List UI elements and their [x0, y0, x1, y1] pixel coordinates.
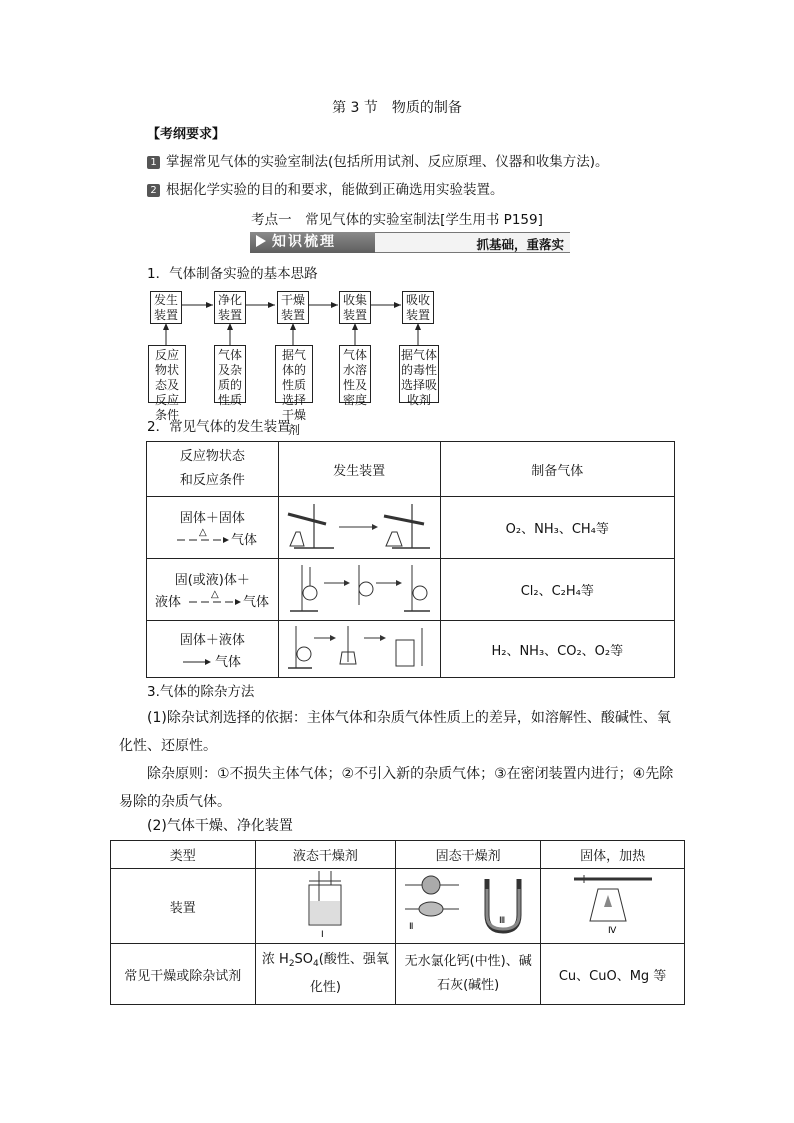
- table-header-cell: 固态干燥剂: [396, 841, 541, 869]
- arrow-icon: [181, 648, 213, 670]
- svg-text:Ⅱ: Ⅱ: [409, 922, 414, 932]
- liquid-heating-apparatus-icon: [284, 561, 434, 615]
- row-label: 常见干燥或除杂试剂: [111, 944, 256, 1005]
- play-arrow-icon: [256, 235, 266, 247]
- apparatus-cell: [278, 497, 440, 559]
- table-header-cell: 液态干燥剂: [255, 841, 396, 869]
- flow-box-generate: 发生装置: [150, 291, 182, 324]
- number-badge: 2: [147, 184, 160, 197]
- reagent-cell: 浓 $H_2SO_4$(酸性、强氧 化性): [255, 944, 396, 1005]
- svg-text:Ⅲ: Ⅲ: [499, 916, 506, 926]
- apparatus-cell: [396, 869, 541, 944]
- apparatus-cell: [255, 869, 396, 944]
- gases-cell: O₂、NH₃、CH₄等: [440, 497, 674, 559]
- heat-arrow-icon: [175, 526, 231, 548]
- table-header-cell: 类型: [111, 841, 256, 869]
- table-header-cell: 反应物状态 和反应条件: [147, 442, 279, 497]
- apparatus-cell: [541, 869, 685, 944]
- requirement-text: 根据化学实验的目的和要求，能做到正确选用实验装置。: [166, 182, 504, 198]
- drying-table: [110, 840, 685, 1005]
- paragraph-line: (1)除杂试剂选择的依据：主体气体和杂质气体性质上的差异，如溶解性、酸碱性、氧: [147, 710, 671, 726]
- flow-box-purify: 净化装置: [214, 291, 246, 324]
- solid-liquid-apparatus-icon: [284, 622, 434, 672]
- number-badge: 1: [147, 156, 160, 169]
- svg-text:△: △: [199, 527, 207, 538]
- kaodian-heading: 考点一 常见气体的实验室制法[学生用书 P159]: [251, 212, 543, 228]
- flow-note-solubility: 气体水溶性及密度: [339, 345, 371, 403]
- reagent-cell: Cu、CuO、Mg 等: [541, 944, 685, 1005]
- table-row: [147, 559, 675, 621]
- solid-heating-apparatus-icon: [284, 500, 434, 552]
- condition-cell: 固体＋液体 气体: [147, 621, 279, 678]
- table-header-cell: 制备气体: [440, 442, 674, 497]
- row-label: 装置: [111, 869, 256, 944]
- flow-note-impurities: 气体及杂质的性质: [214, 345, 246, 403]
- banner-label: 知识梳理: [250, 232, 375, 253]
- wash-bottle-icon: [295, 869, 355, 939]
- svg-text:Ⅰ: Ⅰ: [321, 930, 325, 939]
- flow-note-reactants: 反应物状态及反应条件: [148, 345, 186, 403]
- svg-text:Ⅳ: Ⅳ: [607, 926, 616, 936]
- table-row: [111, 869, 685, 944]
- page-title: 第 3 节 物质的制备: [332, 100, 462, 116]
- section-heading: 2．常见气体的发生装置: [147, 419, 291, 435]
- flow-box-collect: 收集装置: [339, 291, 371, 324]
- requirement-text: 掌握常见气体的实验室制法(包括所用试剂、反应原理、仪器和收集方法)。: [166, 154, 609, 170]
- requirement-item: [147, 150, 609, 170]
- paragraph-line: 易除的杂质气体。: [119, 794, 231, 810]
- flow-note-desiccant: 据气体的性质选择干燥剂: [275, 345, 313, 403]
- section-heading: 3.气体的除杂方法: [147, 684, 255, 700]
- table-header-cell: 固体，加热: [541, 841, 685, 869]
- requirements-heading: 【考纲要求】: [147, 127, 226, 142]
- condition-cell: 固(或液)体＋ 液体 △ 气体: [147, 559, 279, 621]
- paragraph-line: 化性、还原性。: [119, 738, 217, 754]
- flow-box-dry: 干燥装置: [277, 291, 309, 324]
- table-header-cell: 发生装置: [278, 442, 440, 497]
- paragraph-line: (2)气体干燥、净化装置: [147, 818, 293, 834]
- table-header-row: [147, 442, 675, 497]
- banner-tagline: 抓基础，重落实: [375, 232, 570, 253]
- drying-tube-icon: [403, 869, 533, 939]
- flow-box-absorb: 吸收装置: [402, 291, 434, 324]
- section-heading: 1．气体制备实验的基本思路: [147, 266, 318, 282]
- section-banner: [250, 232, 570, 253]
- requirement-item: [147, 178, 504, 198]
- condition-cell: 固体＋固体 △ 气体: [147, 497, 279, 559]
- table-row: [147, 497, 675, 559]
- svg-text:△: △: [211, 589, 219, 600]
- generator-table: [146, 441, 675, 678]
- heated-tube-icon: [568, 869, 658, 939]
- table-row: [147, 621, 675, 678]
- apparatus-cell: [278, 559, 440, 621]
- gases-cell: H₂、NH₃、CO₂、O₂等: [440, 621, 674, 678]
- reagent-cell: 无水氯化钙(中性)、碱 石灰(碱性): [396, 944, 541, 1005]
- gases-cell: Cl₂、C₂H₄等: [440, 559, 674, 621]
- table-header-row: [111, 841, 685, 869]
- table-row: [111, 944, 685, 1005]
- heat-arrow-icon: [187, 588, 243, 610]
- paragraph-line: 除杂原则：①不损失主体气体；②不引入新的杂质气体；③在密闭装置内进行；④先除: [147, 766, 674, 782]
- apparatus-cell: [278, 621, 440, 678]
- flow-note-absorbent: 据气体的毒性选择吸收剂: [399, 345, 439, 403]
